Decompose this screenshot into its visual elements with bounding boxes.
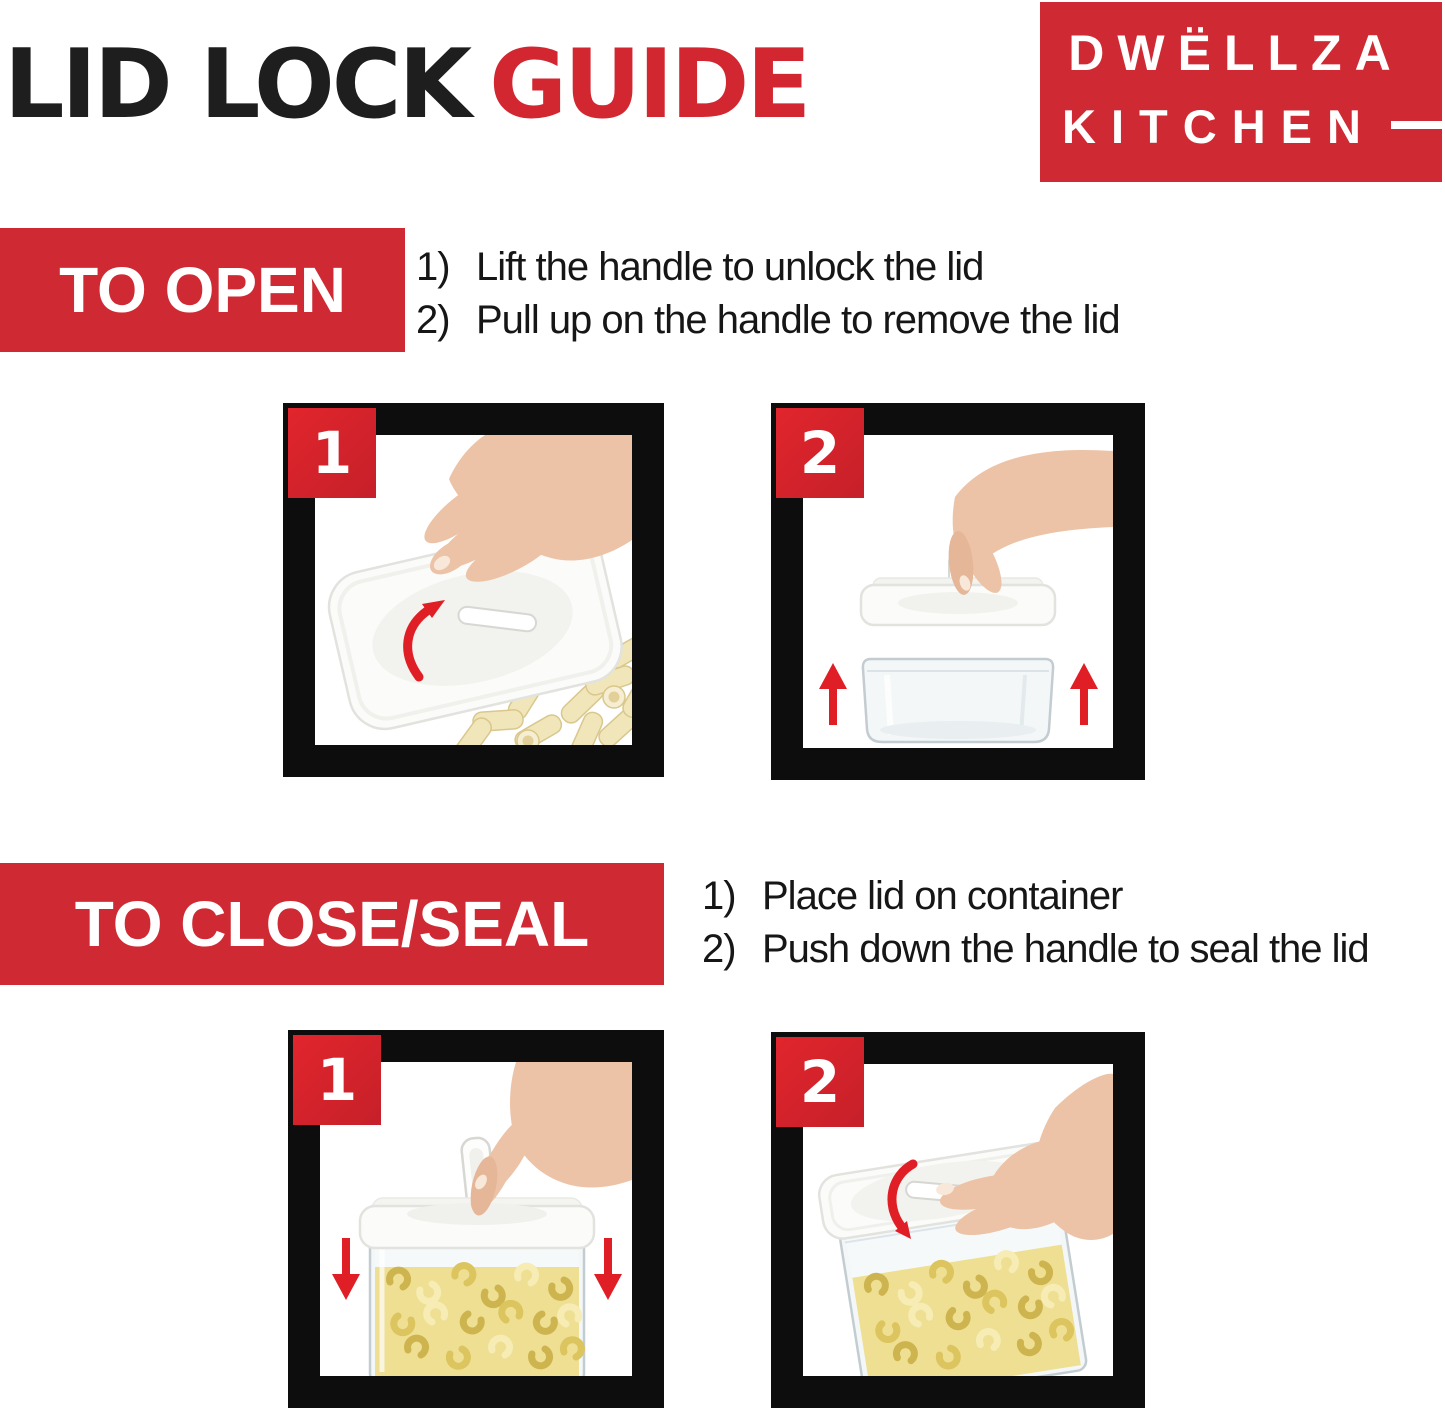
figure-number-badge: 2: [776, 1037, 864, 1127]
close-instructions: [702, 871, 1369, 977]
step-number: 1): [416, 245, 450, 289]
to-open-banner: TO OPEN: [0, 228, 405, 352]
to-close-banner: TO CLOSE/SEAL: [0, 863, 664, 985]
step-text: Pull up on the handle to remove the lid: [476, 298, 1120, 342]
step-text: Place lid on container: [762, 874, 1123, 918]
open-figure-2-frame: [771, 403, 1145, 780]
brand-name-line2: KITCHEN: [1062, 100, 1376, 153]
hand: [946, 450, 1113, 599]
close-figure-1-frame: [288, 1030, 664, 1408]
empty-container: [863, 659, 1053, 742]
brand-logo: [1040, 2, 1442, 182]
close-figure-2-frame: [771, 1032, 1145, 1408]
step-number: 1): [702, 874, 736, 918]
open-step-2: [416, 295, 1120, 345]
page-title-black: LID LOCK: [4, 30, 470, 140]
close-step-1: [702, 871, 1369, 921]
brand-name-line1: DWËLLZA: [1068, 25, 1404, 81]
open-instructions: [416, 242, 1120, 348]
macaroni-container: [370, 1232, 584, 1376]
hand: [462, 1062, 632, 1218]
figure-number-badge: 2: [776, 408, 864, 498]
open-figure-1-frame: [283, 403, 664, 777]
close-step-2: [702, 924, 1369, 974]
step-number: 2): [702, 927, 736, 971]
step-number: 2): [416, 298, 450, 342]
logo-dash-rule: [1391, 121, 1445, 129]
page-title-red: GUIDE: [489, 30, 809, 140]
open-step-1: [416, 242, 1120, 292]
figure-number-badge: 1: [293, 1035, 381, 1125]
page-title: [4, 30, 809, 140]
figure-number-badge: 1: [288, 408, 376, 498]
step-text: Lift the handle to unlock the lid: [476, 245, 984, 289]
step-text: Push down the handle to seal the lid: [762, 927, 1369, 971]
